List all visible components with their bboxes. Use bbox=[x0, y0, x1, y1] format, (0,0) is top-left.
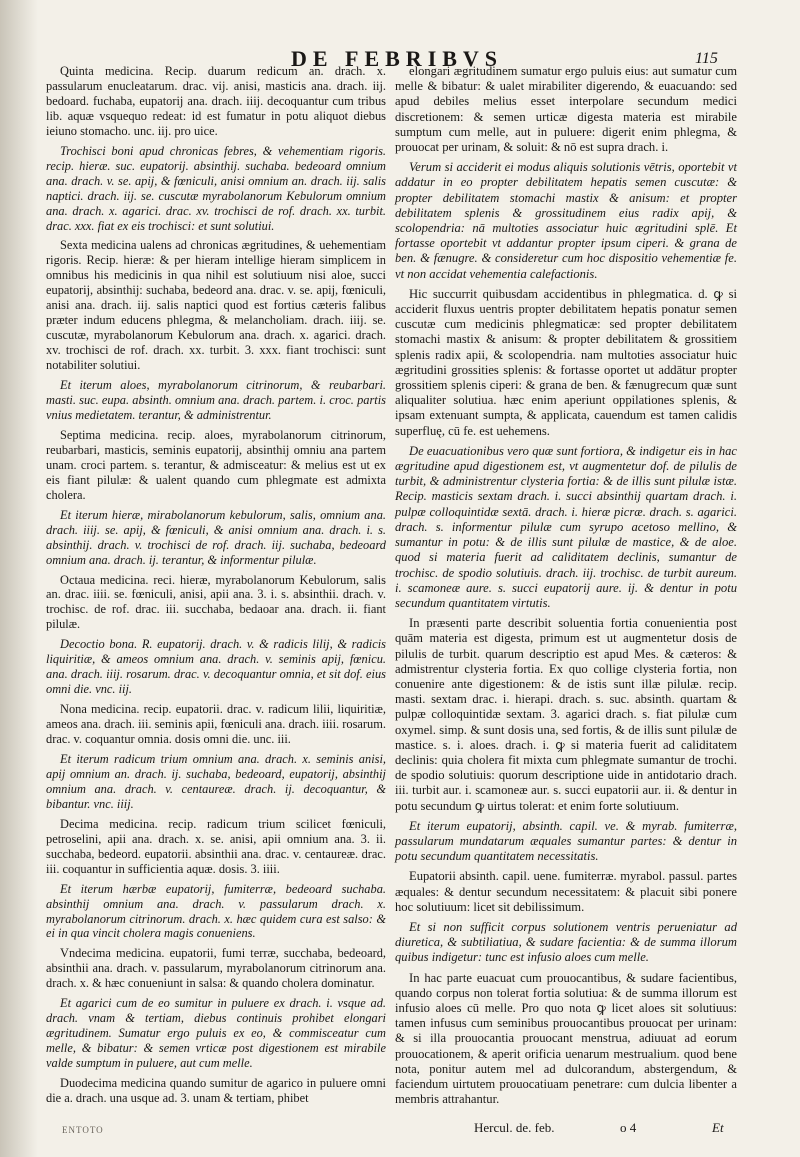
text-paragraph: Duodecima medicina quando sumitur de agarico in puluere omni die a. drach. una usque ad. 3. unam & tertiam, phibet bbox=[46, 1076, 386, 1105]
text-paragraph: In hac parte euacuat cum prouocantibus, & sudare facientibus, quando corpus non tolerat fortia solutiua: & de summa illorum est infusio aloes cū melle. Pro quo nota ꝙ licet aloes sit solutiuus: tamen infusus cum seminibus prouocantibus prouocat per urinam: & si illa prouocantia prouocant menstrua, adiuuat ad eorum prouocationem, & aperit orificia uenarum mestrualium. quod bene nota, ponitur autem mel ad dulcorandum, abstergendum, & faciendum uirtutem prouocatiuam penetrare: cum dulcia libenter a membris attrahantur. bbox=[395, 970, 737, 1107]
commentary-paragraph: Et iterum eupatorij, absinth. capil. ve. & myrab. fumiterræ, passularum mundatarum æquales sumantur partes: & dentur in potu secundum quantitatem necessitatis. bbox=[395, 818, 737, 864]
text-paragraph: Hic succurrit quibusdam accidentibus in phlegmatica. d. ꝙ si acciderit fluxus uentris propter debilitatem hepatis ponatur semen cuscutæ cum medicinis phlegmaticæ: sed propter debilitatem stomachi mastix & anisum: & propter debilitatem & grossitiem splenis radix apii, & scolopendria. nam multoties associatur huic ægritudini grossities splenis: & fortasse oportet ut addātur propter grossitiem splenis ciperi: & grana de ben. & fænugrecum quæ sunt aliqualiter solutiua. hæc enim aperiunt oppilationes splenis, & ipsam extenuant sumpta, & applicata, cauendum est tamen calidis superfluę, cū fe. est uehemens. bbox=[395, 286, 737, 438]
commentary-paragraph: Et si non sufficit corpus solutionem ventris perueniatur ad diuretica, & subtiliatiua, & sudare facientia: & de summa illorum quibus indigetur: tunc est infusio aloes cum melle. bbox=[395, 919, 737, 965]
text-paragraph: Decima medicina. recip. radicum trium scilicet fœniculi, petroselini, apii ana. drach. x. se. anisi, apii omnium ana. 3. ii. succhaba, bedeord. eupatorii. absinthii ana. drac. v. centaureæ. drac. iii. coquantur in sufficientia aquæ. dosis. 3. iiii. bbox=[46, 816, 386, 876]
gutter-shadow bbox=[0, 0, 38, 1157]
text-paragraph: Vndecima medicina. eupatorii, fumi terræ, succhaba, bedeoard, absinthii ana. drach. v. passularum, myrabolanorum citrinorum ana. drach. x. & hæc conueniunt in salsa: & quando cholera dominatur. bbox=[46, 946, 386, 991]
text-paragraph: Eupatorii absinth. capil. uene. fumiterræ. myrabol. passul. partes æquales: & dentur secundum necessitatem: & placuit sibi ponere hoc solutiuum: licet sit debilissimum. bbox=[395, 869, 737, 914]
text-paragraph: Octaua medicina. reci. hieræ, myrabolanorum Kebulorum, salis an. drac. iiii. se. fœniculi, anisi, apii ana. 3. i. s. absinthii. drach. v. trochisc. de rof. drac. iii. succhaba, bedaoar ana. drach. ii. fiant pilulæ. bbox=[46, 572, 386, 632]
text-paragraph: In præsenti parte describit soluentia fortia conuenientia post quām materia est digesta, primum est ut augmentetur dosis de pilulis de turbit. quarum descriptio est apud Mes. & cæteros: & admistrentur clysteria fortia. Ex quo collige clysteria fortia, non conuenire ante digestionem: & de istis sunt illæ pilulæ. recip. masti. sextam drac. i. hierapi. drach. s. suc. absinth. quartam & pulpæ colloquintidæ sextam. 3. agarici drach. s. fiat pilulæ cum oxymel. simp. & sunt dosis una, sed fortis, & de illis sunt pilulæ de mastice. s. i. aloes. drach. i. ꝙ si materia fuerit ad caliditatem declinis: quia cholera fit mixta cum phlegmate sumantur de trochi. de spodio solutiuis: quorum descriptione uide in antidotario drach. iii. turbit aur. i. scamoneæ aur. s. succi eupatorii aur. ii. & dentur in potu secundum ꝙ uirtus tolerat: et enim forte solutiuum. bbox=[395, 616, 737, 813]
running-head: DE FEBRIBVS bbox=[290, 46, 504, 71]
printer-mark: ENTOTO bbox=[62, 1125, 104, 1135]
text-paragraph: Nona medicina. recip. eupatorii. drac. v. radicum lilii, liquiritiæ, ameos ana. drach. iii. seminis apii, fœniculi ana. drach. iiii. rosarum. drac. v. coquantur omnia. dosis omni die. unc. iii. bbox=[46, 702, 386, 747]
commentary-paragraph: Decoctio bona. R. eupatorij. drach. v. & radicis lilij, & radicis liquiritiæ, & ameos omnium ana. drach. v. seminis apij, fœnicu. ana. drach. iiij. rosarum. drac. v. decoquantur omnia, et sit dof. eius omni die. vnc. iij. bbox=[46, 637, 386, 697]
commentary-paragraph: Trochisci boni apud chronicas febres, & vehementiam rigoris. recip. hieræ. suc. eupatorij. absinthij. suchaba. bedeoard omnium ana. drach. v. se. apij, & fœniculi, anisi omnium an. drach. iij. salis naptici. drach. iij. se. cuscutæ myrabolanorum Kebulorum omnium ana. drach. x. agarici. drac. xv. trochisci de rof. drach. xx. turbit. drac. xxx. fiat ex eis trochisci: et sunt solutiui. bbox=[46, 143, 386, 233]
folio-number: 115 bbox=[695, 50, 718, 67]
commentary-paragraph: Et iterum hieræ, mirabolanorum kebulorum, salis, omnium ana. drach. iiij. se. apij, & fœniculi, & anisi omnium ana. drach. i. s. absinthij. drach. v. trochisci de rof. drach. iij. suchaba, bedeoard omnium ana. drach. ij. terantur, & informentur pilulæ. bbox=[46, 507, 386, 567]
commentary-paragraph: De euacuationibus vero quæ sunt fortiora, & indigetur eis in hac ægritudine apud digestionem est, vt augmentetur dof. de pilulis de turbit, & administrentur clysteria fortia: & de illis sunt pilulæ istæ. Recip. masticis sextam drach. i. succi absinthij quartam drach. i. pulpæ colloquintidæ sextā. drach. i. hieræ picræ. drach. s. agarici. drach. s. informentur pilulæ cum syrupo acetoso mellino, & sumantur in potu: & de illis sunt pilulæ de mastice, & de aloe. quod si materia fuerit ad caliditatem declinis, sumantur de trochisc. de spodio solutiuis. drach. iij. trochisc. de turbit aureum. i. scamoneæ aure. s. succi eupatorij aure. ij. & dentur in potu secundum quantitatem virtutis. bbox=[395, 443, 737, 610]
commentary-paragraph: Verum si acciderit ei modus aliquis solutionis vētris, oportebit vt addatur in eo propter debilitatem hepatis semen cuscutæ: & propter debilitatem stomachi mastix & anisum: et propter debilitatem splenis & grossitudinem eius radix apij, & scolopendria: nā multoties associatur huic ægritudini splē. Et fortasse oportebit vt addantur propter ipsum ciperi. & grana de ben. & fænugre. & consideretur cum hoc dispositio vehementiæ fe. vt non accidat vehementia calefactionis. bbox=[395, 160, 737, 281]
text-paragraph: Sexta medicina ualens ad chronicas ægritudines, & uehementiam rigoris. Recip. hieræ: & per hieram intellige hieram simplicem in omnibus his medicinis in qua nihil est solutiuum nisi aloe, succi eupatorij, absinthij: suchaba, bedeord ana. drac. v. se. apij, fœniculi, anisi ana. drach. iij. salis naptici quod est fortius cæteris falibus præter indum educens phlegma, & melancholiam. drach. iiij. se. cuscutæ, myrabolanorum Kebulorum ana. drach. x. agarici. drach. xv. trochisci de rof. drach. xx. turbit. 3. xxx. fiant trochisci: sunt notabiliter solutiui. bbox=[46, 238, 386, 373]
text-paragraph: Quinta medicina. Recip. duarum redicum an. drach. x. passularum enucleatarum. drac. vij. anisi, masticis ana. drach. iij. bedoard. fuchaba, eupatorij ana. drach. iiij. decoquantur cum tribus lib. aquæ vsquequo redeat: id est fumatur in potu aliquot diebus ieiuno stomacho. unc. iij. pro uice. bbox=[46, 64, 386, 138]
running-foot: Hercul. de. feb. bbox=[474, 1120, 555, 1135]
page-footer bbox=[0, 1118, 800, 1142]
left-column bbox=[46, 64, 386, 1111]
commentary-paragraph: Et iterum aloes, myrabolanorum citrinorum, & reubarbari. masti. suc. eupa. absinth. omnium ana. drach. partem. i. croc. partis vnius medietatem. terantur, & administrentur. bbox=[46, 378, 386, 422]
signature-mark: o 4 bbox=[620, 1120, 637, 1135]
catchword: Et bbox=[712, 1120, 724, 1135]
commentary-paragraph: Et iterum hærbæ eupatorij, fumiterræ, bedeoard suchaba. absinthij omnium ana. drach. v. passularum drach. x. myrabolanorum citrinorum. drach. x. hæc quidem cura est salso: & ei in qua vincit cholera magis conueniens. bbox=[46, 881, 386, 941]
text-paragraph: elongari ægritudinem sumatur ergo puluis eius: aut sumatur cum melle & bibatur: & ualet mirabiliter digerendo, & euacuando: sed apud debiles melius esset interpolare secundum medici discretionem: & semen urticæ digesta materia est mirabile sumptum cum melle, aut in puluere: digerit enim phlegma, & prouocat per urinam, & soluit: & nō est supra drach. i. bbox=[395, 64, 737, 155]
commentary-paragraph: Et agarici cum de eo sumitur in puluere ex drach. i. vsque ad. drach. vnam & tertiam, diebus continuis prohibet elongari ægritudinem. Sumatur ergo puluis ex eo, & commisceatur cum melle, & bibatur: & semen vrticæ post digestionem est mirabile valde sumptum in puluere, aut cum melle. bbox=[46, 996, 386, 1071]
right-column bbox=[395, 64, 737, 1112]
commentary-paragraph: Et iterum radicum trium omnium ana. drach. x. seminis anisi, apij omnium an. drach. ij. suchaba, bedeoard, eupatorij, absinthij omnium ana. drach. v. centaureæ. drach. ij. decoquantur, & bibantur. vnc. iiij. bbox=[46, 751, 386, 811]
text-paragraph: Septima medicina. recip. aloes, myrabolanorum citrinorum, reubarbari, masticis, seminis eupatorij, absinthij omniu ana partem unam. croci partem. s. terantur, & admisceatur: & melius est ut ex eis fiant pilulæ: & ualent quando cum phlegmate est admixta cholera. bbox=[46, 427, 386, 502]
